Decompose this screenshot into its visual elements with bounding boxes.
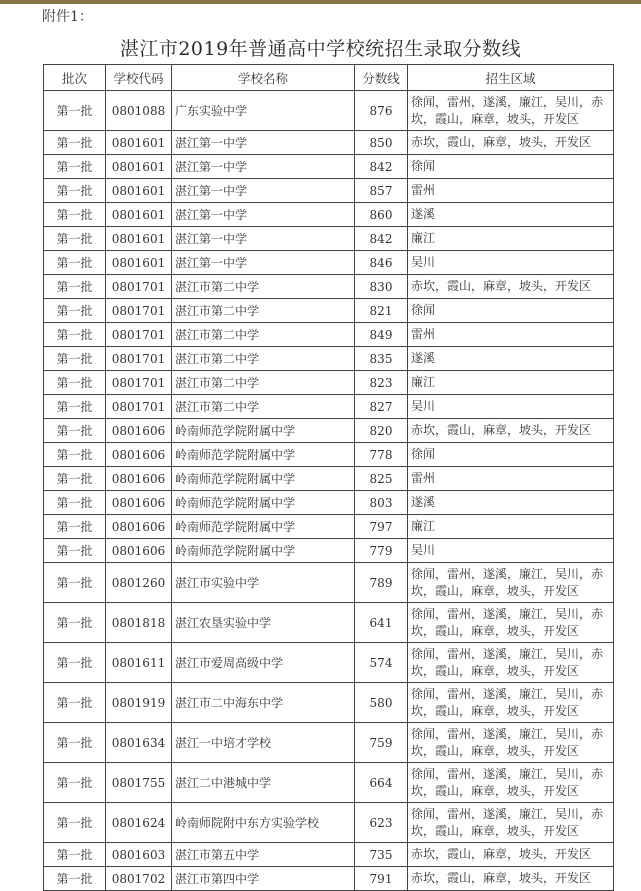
school-name-cell: 湛江市第二中学: [172, 347, 355, 371]
batch-cell: 第一批: [44, 683, 106, 723]
school-name-cell: 湛江市实验中学: [172, 563, 355, 603]
school-name-cell: 湛江市第四中学: [172, 867, 355, 891]
batch-cell: 第一批: [44, 467, 106, 491]
score-cell: 825: [355, 467, 408, 491]
area-cell: 徐闻: [408, 155, 614, 179]
column-header-score: 分数线: [355, 65, 408, 91]
batch-cell: 第一批: [44, 395, 106, 419]
area-cell: 赤坎，霞山，麻章，坡头，开发区: [408, 131, 614, 155]
school-name-cell: 岭南师范学院附属中学: [172, 419, 355, 443]
score-cell: 876: [355, 91, 408, 131]
area-cell: 遂溪: [408, 347, 614, 371]
table-row: [44, 723, 614, 763]
area-cell: 徐闻，雷州，遂溪，廉江，吴川，赤坎，霞山，麻章，坡头，开发区: [408, 723, 614, 763]
school-name-cell: 湛江市第二中学: [172, 371, 355, 395]
table-row: [44, 251, 614, 275]
column-header-school-name: 学校名称: [172, 65, 355, 91]
score-cell: 860: [355, 203, 408, 227]
batch-cell: 第一批: [44, 539, 106, 563]
area-cell: 吴川: [408, 395, 614, 419]
score-cell: 842: [355, 155, 408, 179]
score-cell: 641: [355, 603, 408, 643]
area-cell: 徐闻，雷州，遂溪，廉江，吴川，赤坎，霞山，麻章，坡头，开发区: [408, 603, 614, 643]
score-cell: 850: [355, 131, 408, 155]
area-cell: 赤坎，霞山，麻章，坡头，开发区: [408, 867, 614, 891]
score-cell: 835: [355, 347, 408, 371]
area-cell: 吴川: [408, 539, 614, 563]
score-cell: 735: [355, 843, 408, 867]
school-code-cell: 0801601: [106, 227, 172, 251]
school-name-cell: 湛江市第二中学: [172, 275, 355, 299]
table-row: [44, 491, 614, 515]
score-cell: 797: [355, 515, 408, 539]
school-name-cell: 岭南师范学院附属中学: [172, 515, 355, 539]
school-code-cell: 0801701: [106, 395, 172, 419]
school-name-cell: 湛江市第二中学: [172, 323, 355, 347]
batch-cell: 第一批: [44, 419, 106, 443]
table-row: [44, 179, 614, 203]
area-cell: 赤坎，霞山，麻章，坡头，开发区: [408, 419, 614, 443]
school-code-cell: 0801260: [106, 563, 172, 603]
attachment-label: 附件1：: [42, 9, 93, 25]
school-name-cell: 湛江第一中学: [172, 251, 355, 275]
school-code-cell: 0801624: [106, 803, 172, 843]
batch-cell: 第一批: [44, 155, 106, 179]
column-header-school-code: 学校代码: [106, 65, 172, 91]
table-row: [44, 155, 614, 179]
table-row: [44, 395, 614, 419]
table-row: [44, 803, 614, 843]
school-name-cell: 广东实验中学: [172, 91, 355, 131]
area-cell: 雷州: [408, 323, 614, 347]
school-name-cell: 岭南师院附中东方实验学校: [172, 803, 355, 843]
school-code-cell: 0801601: [106, 131, 172, 155]
table-header-row: [44, 65, 614, 91]
school-code-cell: 0801701: [106, 275, 172, 299]
school-name-cell: 湛江一中培才学校: [172, 723, 355, 763]
score-cell: 778: [355, 443, 408, 467]
school-code-cell: 0801603: [106, 843, 172, 867]
area-cell: 徐闻，雷州，遂溪，廉江，吴川，赤坎，霞山，麻章，坡头，开发区: [408, 643, 614, 683]
area-cell: 赤坎，霞山，麻章，坡头，开发区: [408, 275, 614, 299]
school-code-cell: 0801606: [106, 491, 172, 515]
school-name-cell: 湛江市第二中学: [172, 299, 355, 323]
table-row: [44, 299, 614, 323]
school-name-cell: 湛江第一中学: [172, 203, 355, 227]
area-cell: 徐闻，雷州，遂溪，廉江，吴川，赤坎，霞山，麻章，坡头，开发区: [408, 803, 614, 843]
batch-cell: 第一批: [44, 867, 106, 891]
school-code-cell: 0801701: [106, 323, 172, 347]
school-code-cell: 0801702: [106, 867, 172, 891]
school-name-cell: 湛江市爱周高级中学: [172, 643, 355, 683]
area-cell: 雷州: [408, 467, 614, 491]
school-name-cell: 岭南师范学院附属中学: [172, 539, 355, 563]
table-row: [44, 763, 614, 803]
batch-cell: 第一批: [44, 443, 106, 467]
table-row: [44, 443, 614, 467]
school-name-cell: 湛江市第二中学: [172, 395, 355, 419]
score-cell: 803: [355, 491, 408, 515]
score-cell: 849: [355, 323, 408, 347]
table-row: [44, 131, 614, 155]
score-cell: 791: [355, 867, 408, 891]
batch-cell: 第一批: [44, 603, 106, 643]
batch-cell: 第一批: [44, 299, 106, 323]
batch-cell: 第一批: [44, 275, 106, 299]
school-code-cell: 0801601: [106, 203, 172, 227]
school-code-cell: 0801606: [106, 467, 172, 491]
school-name-cell: 岭南师范学院附属中学: [172, 491, 355, 515]
table-row: [44, 643, 614, 683]
school-name-cell: 湛江二中港城中学: [172, 763, 355, 803]
batch-cell: 第一批: [44, 515, 106, 539]
school-name-cell: 湛江市二中海东中学: [172, 683, 355, 723]
area-cell: 赤坎，霞山，麻章，坡头，开发区: [408, 843, 614, 867]
area-cell: 徐闻，雷州，遂溪，廉江，吴川，赤坎，霞山，麻章，坡头，开发区: [408, 763, 614, 803]
area-cell: 遂溪: [408, 491, 614, 515]
score-cell: 759: [355, 723, 408, 763]
table-row: [44, 563, 614, 603]
area-cell: 徐闻，雷州，遂溪，廉江，吴川，赤坎，霞山，麻章，坡头，开发区: [408, 683, 614, 723]
score-cell: 664: [355, 763, 408, 803]
school-code-cell: 0801919: [106, 683, 172, 723]
column-header-batch: 批次: [44, 65, 106, 91]
batch-cell: 第一批: [44, 91, 106, 131]
batch-cell: 第一批: [44, 371, 106, 395]
school-name-cell: 湛江第一中学: [172, 227, 355, 251]
score-cell: 823: [355, 371, 408, 395]
score-cell: 574: [355, 643, 408, 683]
school-code-cell: 0801701: [106, 371, 172, 395]
school-code-cell: 0801606: [106, 419, 172, 443]
area-cell: 遂溪: [408, 203, 614, 227]
score-cell: 842: [355, 227, 408, 251]
batch-cell: 第一批: [44, 491, 106, 515]
area-cell: 廉江: [408, 227, 614, 251]
school-code-cell: 0801611: [106, 643, 172, 683]
batch-cell: 第一批: [44, 803, 106, 843]
table-row: [44, 867, 614, 891]
table-row: [44, 683, 614, 723]
batch-cell: 第一批: [44, 763, 106, 803]
batch-cell: 第一批: [44, 347, 106, 371]
score-cell: 821: [355, 299, 408, 323]
score-cell: 846: [355, 251, 408, 275]
area-cell: 廉江: [408, 371, 614, 395]
table-row: [44, 227, 614, 251]
score-cell: 857: [355, 179, 408, 203]
top-border-bar: [0, 0, 641, 4]
batch-cell: 第一批: [44, 227, 106, 251]
batch-cell: 第一批: [44, 131, 106, 155]
table-row: [44, 467, 614, 491]
school-name-cell: 湛江第一中学: [172, 131, 355, 155]
school-code-cell: 0801088: [106, 91, 172, 131]
area-cell: 吴川: [408, 251, 614, 275]
table-row: [44, 843, 614, 867]
school-name-cell: 湛江第一中学: [172, 155, 355, 179]
score-cell: 789: [355, 563, 408, 603]
column-header-area: 招生区域: [408, 65, 614, 91]
batch-cell: 第一批: [44, 323, 106, 347]
school-code-cell: 0801601: [106, 179, 172, 203]
area-cell: 徐闻，雷州，遂溪，廉江，吴川，赤坎，霞山，麻章，坡头，开发区: [408, 563, 614, 603]
score-cell: 779: [355, 539, 408, 563]
school-code-cell: 0801634: [106, 723, 172, 763]
score-cell: 827: [355, 395, 408, 419]
area-cell: 徐闻: [408, 299, 614, 323]
admission-score-table: [43, 64, 614, 891]
school-name-cell: 湛江农垦实验中学: [172, 603, 355, 643]
school-code-cell: 0801601: [106, 155, 172, 179]
table-row: [44, 203, 614, 227]
table-row: [44, 275, 614, 299]
table-row: [44, 91, 614, 131]
table-body: [44, 91, 614, 891]
table-row: [44, 539, 614, 563]
school-name-cell: 湛江第一中学: [172, 179, 355, 203]
table-row: [44, 323, 614, 347]
table-row: [44, 419, 614, 443]
score-cell: 580: [355, 683, 408, 723]
school-code-cell: 0801755: [106, 763, 172, 803]
school-code-cell: 0801601: [106, 251, 172, 275]
table-row: [44, 515, 614, 539]
batch-cell: 第一批: [44, 251, 106, 275]
batch-cell: 第一批: [44, 179, 106, 203]
score-cell: 623: [355, 803, 408, 843]
area-cell: 徐闻: [408, 443, 614, 467]
area-cell: 徐闻，雷州，遂溪，廉江，吴川，赤坎，霞山，麻章，坡头，开发区: [408, 91, 614, 131]
school-code-cell: 0801606: [106, 515, 172, 539]
school-code-cell: 0801606: [106, 443, 172, 467]
school-name-cell: 岭南师范学院附属中学: [172, 467, 355, 491]
school-name-cell: 岭南师范学院附属中学: [172, 443, 355, 467]
school-code-cell: 0801606: [106, 539, 172, 563]
batch-cell: 第一批: [44, 643, 106, 683]
table-row: [44, 603, 614, 643]
table-row: [44, 347, 614, 371]
batch-cell: 第一批: [44, 563, 106, 603]
school-code-cell: 0801818: [106, 603, 172, 643]
table-row: [44, 371, 614, 395]
school-name-cell: 湛江市第五中学: [172, 843, 355, 867]
area-cell: 雷州: [408, 179, 614, 203]
batch-cell: 第一批: [44, 723, 106, 763]
score-cell: 830: [355, 275, 408, 299]
batch-cell: 第一批: [44, 203, 106, 227]
school-code-cell: 0801701: [106, 299, 172, 323]
school-code-cell: 0801701: [106, 347, 172, 371]
area-cell: 廉江: [408, 515, 614, 539]
batch-cell: 第一批: [44, 843, 106, 867]
score-cell: 820: [355, 419, 408, 443]
page-title: 湛江市2019年普通高中学校统招生录取分数线: [119, 38, 522, 60]
